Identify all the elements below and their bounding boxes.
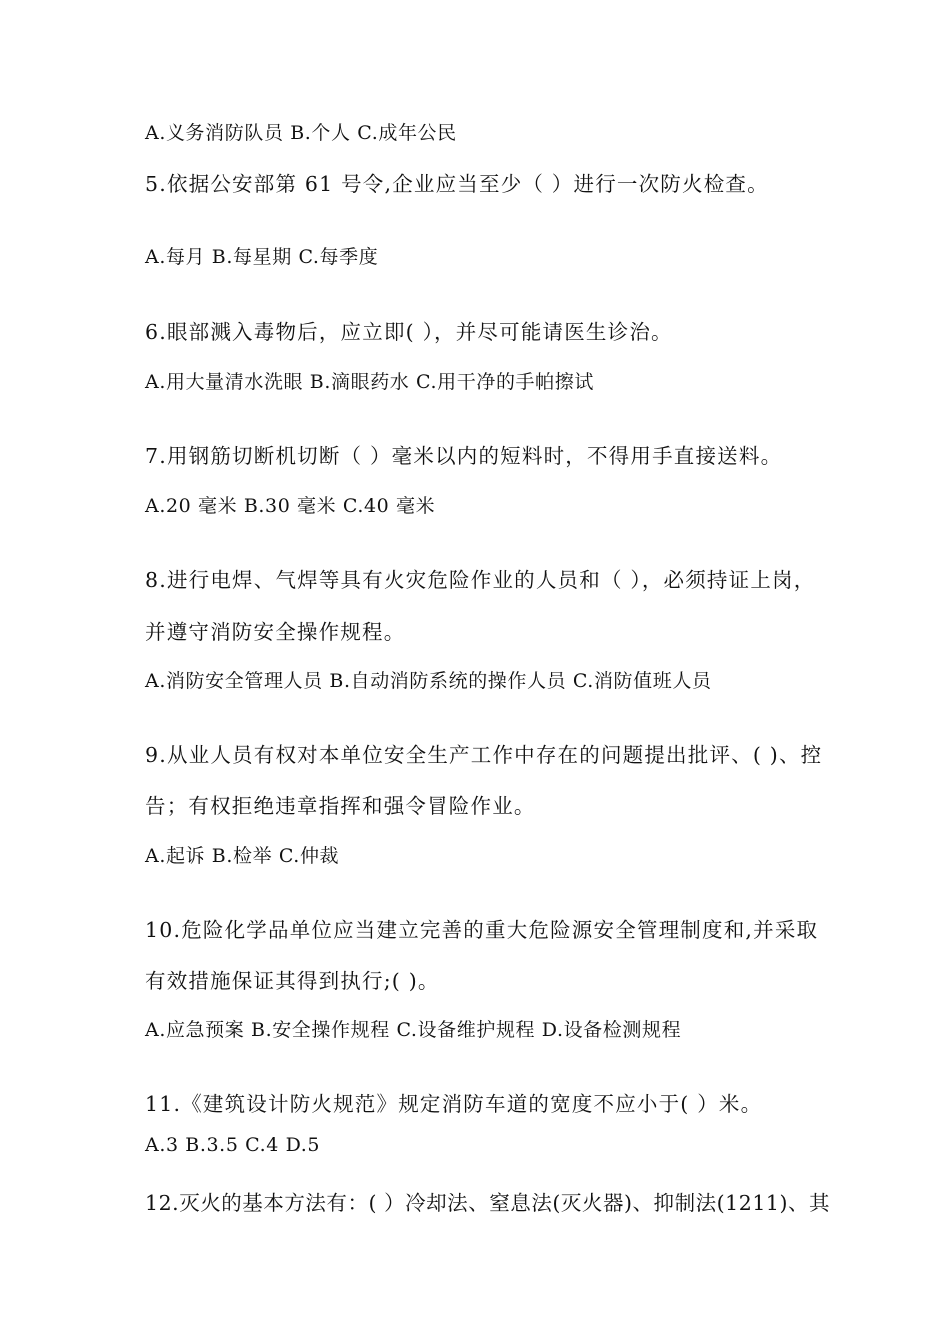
question-10-line-2: 有效措施保证其得到执行;( )。 [145, 969, 440, 993]
options-q6: A.用大量清水洗眼 B.滴眼药水 C.用干净的手帕擦试 [145, 371, 594, 393]
question-8-line-1: 8.进行电焊、气焊等具有火灾危险作业的人员和（ ），必须持证上岗， [145, 568, 816, 592]
question-5: 5.依据公安部第 61 号令,企业应当至少（ ）进行一次防火检查。 [145, 172, 769, 196]
options-q8: A.消防安全管理人员 B.自动消防系统的操作人员 C.消防值班人员 [145, 670, 712, 692]
question-9-line-2: 告；有权拒绝违章指挥和强令冒险作业。 [145, 794, 536, 818]
question-9-line-1: 9.从业人员有权对本单位安全生产工作中存在的问题提出批评、( )、控 [145, 743, 823, 767]
options-q5: A.每月 B.每星期 C.每季度 [145, 246, 379, 268]
question-10-line-1: 10.危险化学品单位应当建立完善的重大危险源安全管理制度和,并采取 [145, 918, 819, 942]
options-q7: A.20 毫米 B.30 毫米 C.40 毫米 [145, 495, 436, 517]
question-6: 6.眼部溅入毒物后，应立即( ），并尽可能请医生诊治。 [145, 320, 673, 344]
question-8-line-2: 并遵守消防安全操作规程。 [145, 620, 406, 644]
options-q10: A.应急预案 B.安全操作规程 C.设备维护规程 D.设备检测规程 [145, 1019, 682, 1041]
question-11: 11.《建筑设计防火规范》规定消防车道的宽度不应小于( ）米。 [145, 1092, 763, 1116]
options-q9: A.起诉 B.检举 C.仲裁 [145, 845, 340, 867]
options-q11: A.3 B.3.5 C.4 D.5 [145, 1134, 321, 1156]
options-q4: A.义务消防队员 B.个人 C.成年公民 [145, 122, 457, 144]
question-12: 12.灭火的基本方法有：( ）冷却法、窒息法(灭火器)、抑制法(1211)、其 [145, 1191, 831, 1215]
question-7: 7.用钢筋切断机切断（ ）毫米以内的短料时，不得用手直接送料。 [145, 444, 783, 468]
